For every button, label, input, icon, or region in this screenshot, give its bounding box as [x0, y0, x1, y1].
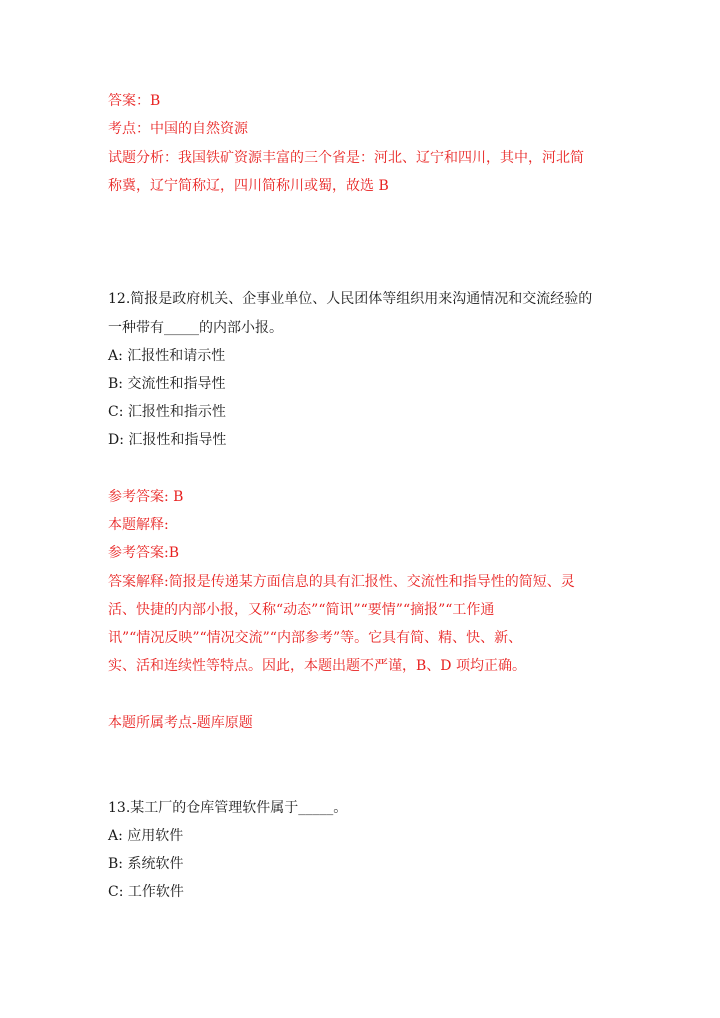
- q12-explanation-line-2: 活、快捷的内部小报，又称“动态”“简讯”“要情”“摘报”“工作通: [108, 602, 495, 618]
- q11-topic: 考点：中国的自然资源: [108, 121, 248, 137]
- q11-analysis-line-2: 称冀，辽宁简称辽，四川简称川或蜀，故选 B: [108, 178, 389, 194]
- q13-option-c: C: 工作软件: [108, 884, 184, 900]
- q12-explanation-line-1: 答案解释:简报是传递某方面信息的具有汇报性、交流性和指导性的简短、灵: [108, 574, 575, 590]
- q12-option-a: A: 汇报性和请示性: [108, 348, 226, 364]
- q11-analysis-line-1: 试题分析：我国铁矿资源丰富的三个省是：河北、辽宁和四川，其中，河北简: [108, 150, 584, 166]
- q12-source: 本题所属考点-题库原题: [108, 715, 253, 731]
- q12-reference-answer: 参考答案: B: [108, 489, 184, 505]
- q12-explanation-line-3: 讯”“情况反映”“情况交流”“内部参考”等。它具有简、精、快、新、: [108, 630, 523, 646]
- q12-reference-answer-2: 参考答案:B: [108, 545, 180, 561]
- q12-option-b: B: 交流性和指导性: [108, 376, 226, 392]
- q13-stem: 13.某工厂的仓库管理软件属于_____。: [108, 800, 348, 816]
- q13-option-a: A: 应用软件: [108, 828, 184, 844]
- q12-option-c: C: 汇报性和指示性: [108, 404, 226, 420]
- q12-explanation-line-4: 实、活和连续性等特点。因此，本题出题不严谨，B、D 项均正确。: [108, 658, 526, 674]
- q12-option-d: D: 汇报性和指导性: [108, 432, 227, 448]
- q13-option-b: B: 系统软件: [108, 856, 184, 872]
- q12-stem-line-2: 一种带有_____的内部小报。: [108, 320, 283, 336]
- q12-explanation-heading: 本题解释:: [108, 517, 169, 533]
- q12-stem-line-1: 12.简报是政府机关、企事业单位、人民团体等组织用来沟通情况和交流经验的: [108, 291, 593, 307]
- q11-answer: 答案：B: [108, 93, 161, 109]
